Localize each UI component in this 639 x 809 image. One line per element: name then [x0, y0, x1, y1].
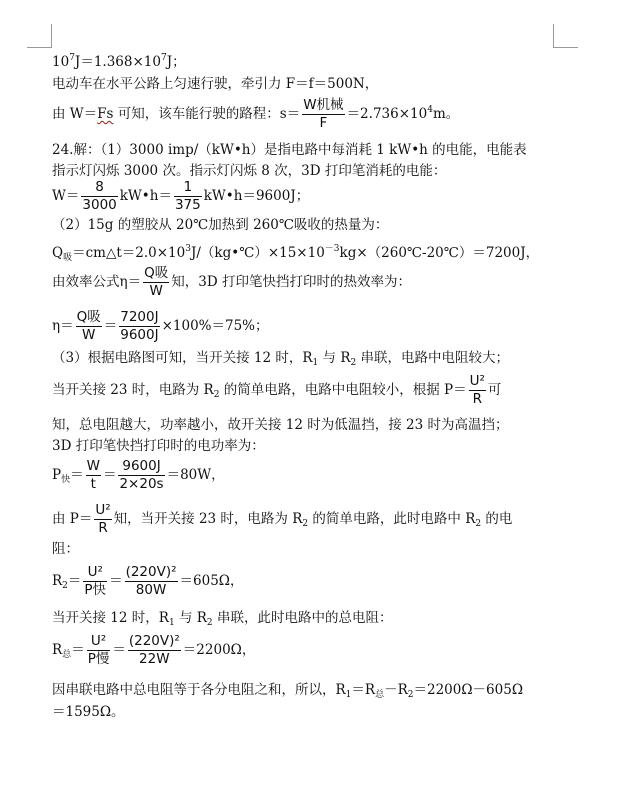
- fraction-denominator: 9600J: [120, 327, 159, 343]
- text-run: kW•h＝9600J；: [203, 188, 310, 204]
- text-run: 的简单电路，电路中电阻较小，根据 P＝: [219, 382, 467, 398]
- text-run: ＝: [70, 467, 84, 483]
- line-distance: [52, 97, 459, 132]
- fraction-denominator: R: [98, 520, 108, 536]
- text-run: ＝: [71, 642, 85, 658]
- text-run: 的简单电路，此时电路中 R: [308, 511, 476, 527]
- text-run: kg×（260℃-20℃）＝7200J，: [339, 245, 540, 261]
- text-run: 由效率公式η＝: [52, 274, 142, 290]
- fraction-numerator: Q吸: [144, 265, 169, 281]
- line-q24-blinks: 指示灯闪烁 3000 次。指示灯闪烁 8 次，3D 打印笔消耗的电能：: [52, 163, 447, 179]
- text-run: －R: [384, 682, 408, 698]
- fraction-denominator: P快: [84, 582, 107, 598]
- line-r1-derivation: [52, 681, 523, 704]
- fraction: [87, 633, 111, 668]
- text-run: 可知，该车能行驶的路程：s＝: [113, 106, 301, 122]
- crop-mark-right-vertical: [553, 24, 554, 48]
- text-run: kW•h＝: [119, 188, 172, 204]
- text-run: 1: [312, 358, 319, 368]
- text-run: 因串联电路中总电阻等于各分电阻之和，所以，R: [52, 682, 346, 698]
- text-run: ×100%＝75%；: [161, 318, 269, 334]
- fraction-denominator: P慢: [87, 651, 110, 667]
- crop-mark-right-horizontal: [553, 47, 578, 48]
- text-run: 串联，此时电路中的总电阻：: [212, 610, 393, 626]
- line-power-formula: [52, 373, 501, 408]
- text-run: ＝605Ω，: [179, 573, 244, 589]
- fraction: [119, 309, 159, 344]
- line-fast-power-intro: 3D 打印笔快挡打印时的电功率为：: [52, 438, 265, 454]
- fraction: [83, 564, 107, 599]
- line-heat-calc: [52, 240, 539, 267]
- text-run: m。: [432, 106, 460, 122]
- fraction-numerator: U²: [469, 373, 485, 389]
- text-run: 由 P＝: [52, 511, 93, 527]
- fraction-numerator: (220V)²: [125, 564, 177, 580]
- text-run: 快: [61, 475, 71, 485]
- fraction: [302, 97, 344, 132]
- text-run: 总: [62, 650, 72, 660]
- line-gear-conclusion: 知，总电阻越大，功率越小，故开关接 12 时为低温挡，接 23 时为高温挡；: [52, 417, 509, 433]
- fraction-numerator: 8: [81, 179, 117, 197]
- text-run: ＝: [102, 467, 117, 483]
- fraction-numerator: 1: [174, 179, 202, 197]
- fraction: [143, 265, 169, 300]
- text-run: η＝: [52, 318, 74, 334]
- text-run: 2: [407, 690, 414, 700]
- text-run: 7: [69, 53, 75, 63]
- text-run: ＝2200Ω－605Ω: [413, 682, 524, 698]
- fraction-denominator: 375: [174, 197, 201, 213]
- fraction: [86, 458, 101, 493]
- text-run: ＝: [109, 573, 123, 589]
- fraction-numerator: U²: [87, 633, 111, 651]
- fraction: [118, 458, 164, 493]
- text-run: J＝1.368×10: [74, 54, 161, 70]
- fraction-denominator: 3000: [82, 197, 117, 213]
- line-r1-result: ＝1595Ω。: [52, 704, 125, 720]
- crop-mark-left-vertical: [51, 24, 52, 48]
- fraction: [81, 179, 117, 214]
- text-run: 知，3D 打印笔快挡打印时的热效率为：: [171, 274, 411, 290]
- text-run: 当开关接 12 时，R: [52, 610, 169, 626]
- line-traction-force: 电动车在水平公路上匀速行驶，牵引力 F＝f＝500N，: [52, 76, 379, 92]
- text-run: W＝: [52, 188, 80, 204]
- text-run: 3: [185, 244, 191, 254]
- fraction-numerator: 7200J: [120, 309, 159, 325]
- fraction-numerator: (220V)²: [128, 633, 180, 649]
- text-run: 由 W＝: [52, 106, 98, 122]
- text-run: ＝cm△t＝2.0×10: [72, 245, 186, 261]
- text-run: 1: [168, 618, 175, 628]
- fraction: [76, 309, 102, 344]
- crop-mark-left-horizontal: [27, 47, 52, 48]
- fraction-denominator: F: [319, 115, 328, 131]
- line-efficiency-result: [52, 309, 269, 344]
- fraction-numerator: U²: [95, 502, 111, 518]
- text-run: ＝: [112, 642, 126, 658]
- fraction: [469, 373, 486, 408]
- text-run: 4: [427, 105, 433, 115]
- text-run: Fs: [97, 106, 114, 122]
- text-run: 2: [62, 581, 68, 591]
- text-run: J；: [166, 54, 186, 70]
- text-run: 2: [475, 519, 482, 529]
- fraction-denominator: W: [81, 327, 96, 343]
- line-total-resistance-intro: [52, 609, 392, 632]
- fraction: [94, 502, 111, 537]
- text-run: J/（kg•℃）×15×10: [190, 245, 325, 261]
- fraction-denominator: 80W: [135, 582, 167, 598]
- line-fast-power: [52, 458, 225, 493]
- text-run: －3: [324, 244, 340, 254]
- text-run: 可: [487, 382, 502, 398]
- fraction-numerator: Q吸: [76, 309, 101, 325]
- text-run: R: [52, 642, 63, 658]
- line-electric-energy: [52, 179, 309, 214]
- line-energy-result: [52, 49, 186, 71]
- text-run: 串联，电路中电阻较大；: [356, 350, 510, 366]
- text-run: 总: [375, 690, 385, 700]
- text-run: ＝: [103, 318, 118, 334]
- text-run: 10: [52, 54, 70, 70]
- fraction-numerator: W: [86, 458, 100, 474]
- fraction-denominator: t: [90, 476, 96, 492]
- text-run: 2: [213, 390, 220, 400]
- fraction-denominator: R: [472, 391, 482, 407]
- text-run: ＝: [67, 573, 82, 589]
- text-run: ＝2.736×10: [346, 106, 428, 122]
- text-run: ＝2200Ω，: [182, 642, 256, 658]
- text-run: ＝80W，: [166, 467, 225, 483]
- text-run: Q: [52, 245, 64, 261]
- line-r2-value: [52, 564, 243, 599]
- line-resistance-label: 阻：: [52, 541, 79, 557]
- fraction-numerator: 9600J: [118, 458, 164, 476]
- text-run: ＝R: [351, 682, 376, 698]
- fraction-numerator: W机械: [303, 97, 344, 113]
- text-run: 与 R: [174, 610, 207, 626]
- fraction: [128, 633, 181, 668]
- text-run: 当开关接 23 时，电路为 R: [52, 382, 214, 398]
- fraction: [174, 179, 202, 214]
- line-total-resistance: [52, 633, 255, 668]
- fraction-denominator: W: [149, 283, 163, 299]
- text-run: P: [52, 467, 62, 483]
- text-run: 2: [206, 618, 213, 628]
- text-run: 2: [302, 519, 309, 529]
- text-run: R: [52, 573, 63, 589]
- line-part3-series: [52, 349, 509, 372]
- text-run: 的电: [481, 511, 513, 527]
- text-run: 与 R: [318, 350, 351, 366]
- fraction-numerator: U²: [83, 564, 107, 582]
- text-run: 吸: [63, 253, 73, 263]
- text-run: 7: [160, 53, 167, 63]
- line-resistance-formula: [52, 502, 512, 537]
- text-run: （3）根据电路图可知，当开关接 12 时，R: [52, 350, 313, 366]
- line-part2-heat: （2）15g 的塑胶从 20℃加热到 260℃吸收的热量为：: [52, 217, 389, 233]
- text-run: 1: [345, 690, 352, 700]
- text-run: 2: [350, 358, 357, 368]
- text-run: 知，当开关接 23 时，电路为 R: [113, 511, 303, 527]
- line-efficiency-formula: [52, 265, 411, 300]
- fraction: [125, 564, 178, 599]
- line-q24-intro: 24.解：（1）3000 imp/（kW•h）是指电路中每消耗 1 kW•h 的电能，电能表: [52, 142, 527, 158]
- fraction-denominator: 22W: [139, 651, 170, 667]
- fraction-denominator: 2×20s: [119, 476, 164, 492]
